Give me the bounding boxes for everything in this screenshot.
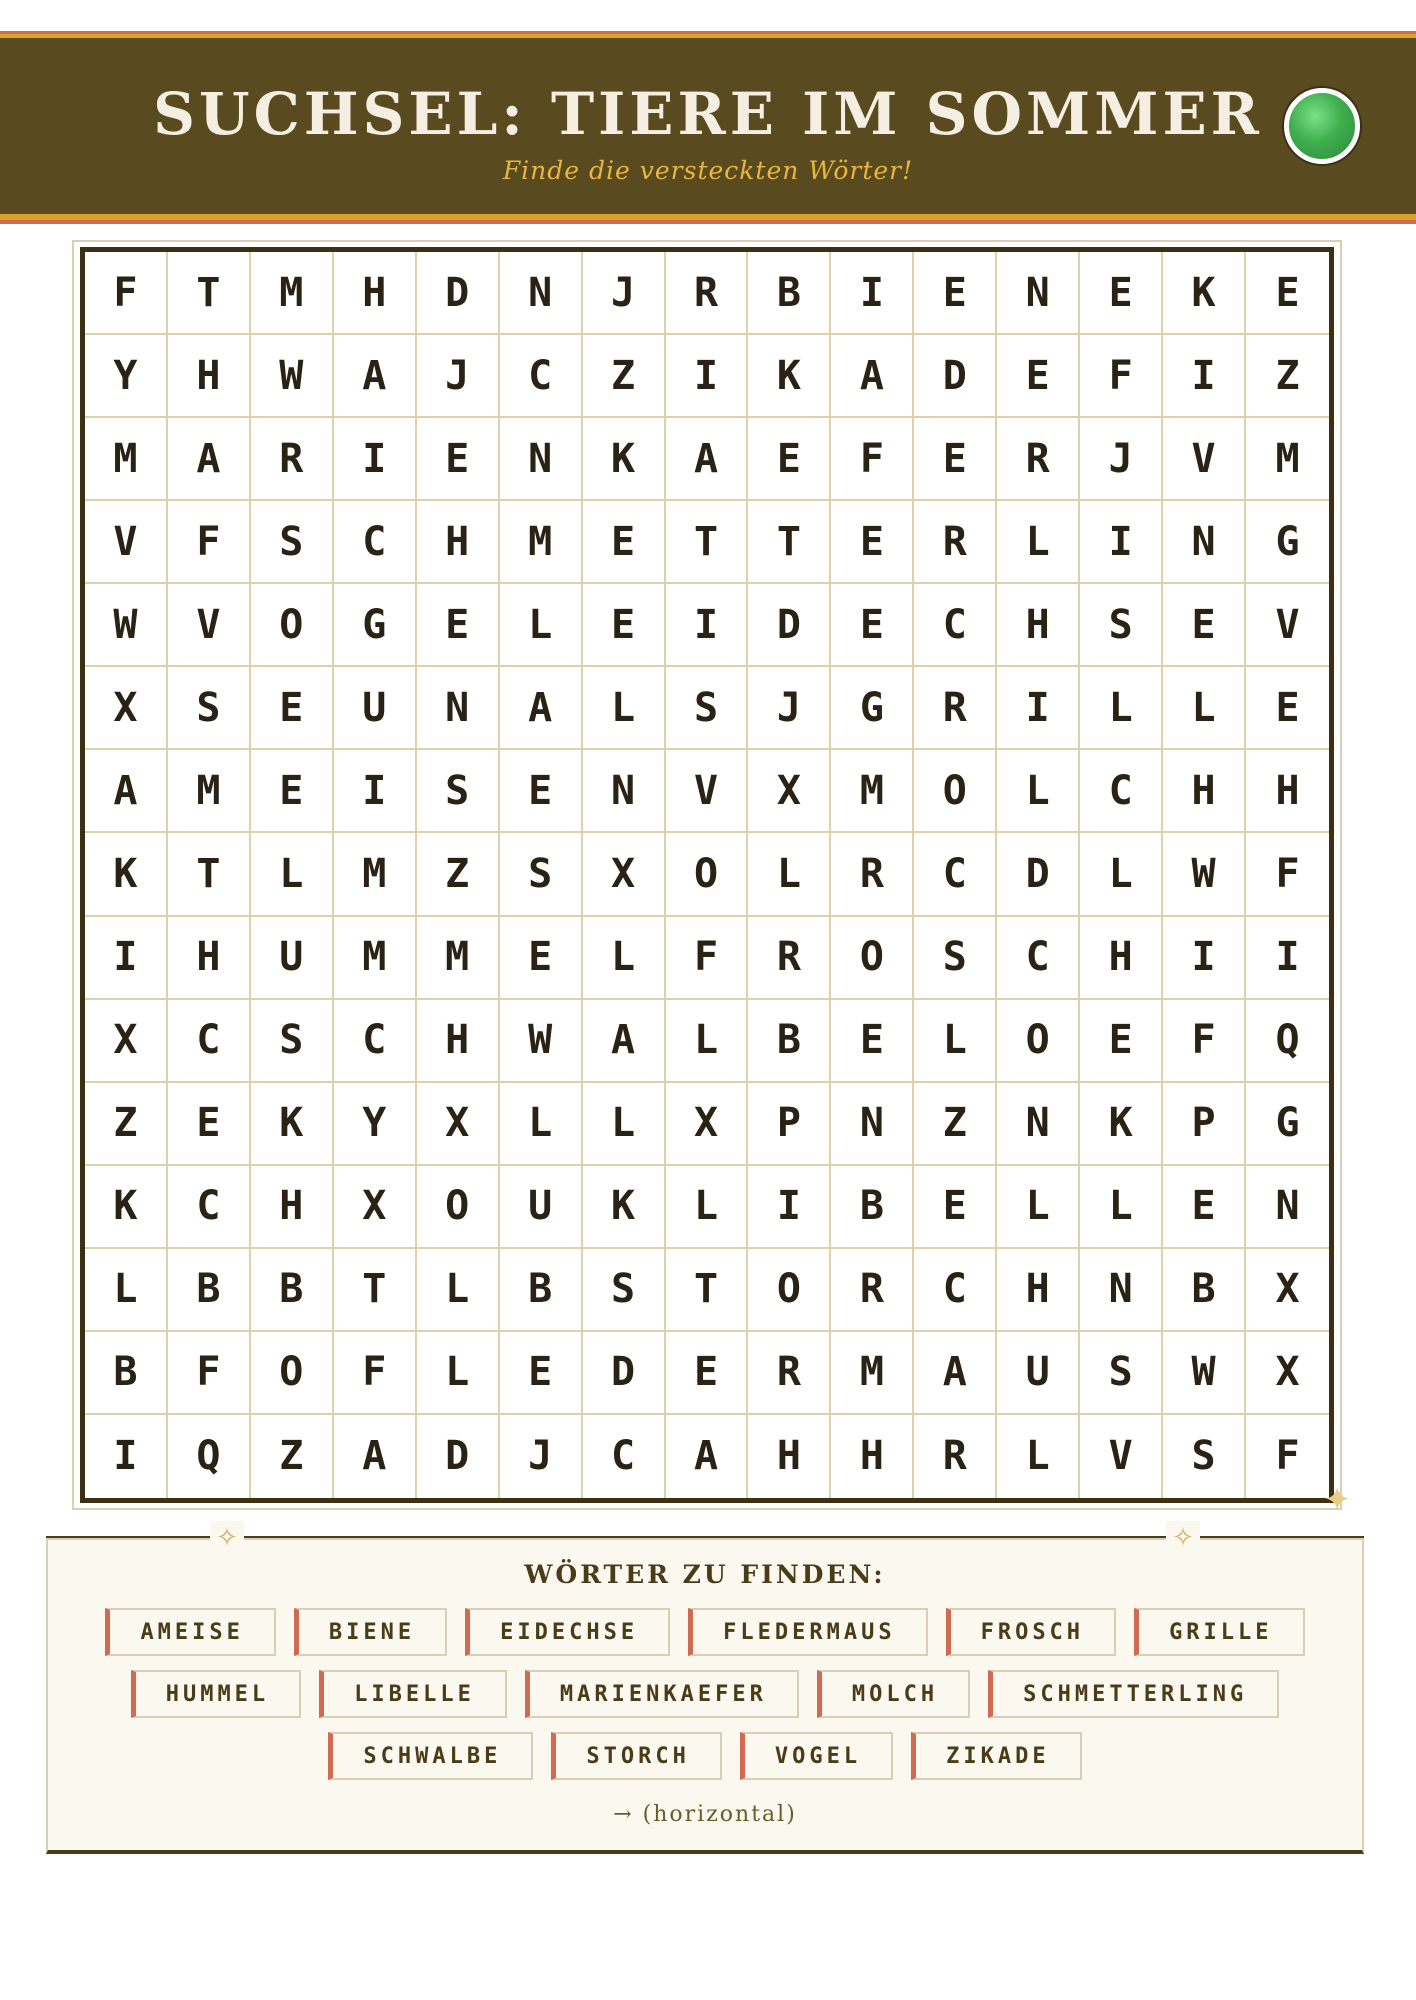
grid-cell[interactable]: R — [831, 833, 914, 916]
grid-cell[interactable]: W — [251, 335, 334, 418]
grid-cell[interactable]: L — [997, 1166, 1080, 1249]
grid-cell[interactable]: Y — [334, 1083, 417, 1166]
grid-cell[interactable]: C — [168, 1166, 251, 1249]
grid-cell[interactable]: H — [1080, 917, 1163, 1000]
grid-cell[interactable]: A — [334, 335, 417, 418]
grid-cell[interactable]: O — [417, 1166, 500, 1249]
grid-cell[interactable]: M — [334, 917, 417, 1000]
grid-cell[interactable]: D — [914, 335, 997, 418]
grid-cell[interactable]: O — [666, 833, 749, 916]
grid-cell[interactable]: H — [417, 501, 500, 584]
grid-cell[interactable]: X — [85, 1000, 168, 1083]
grid-cell[interactable]: L — [997, 501, 1080, 584]
grid-cell[interactable]: G — [1246, 1083, 1329, 1166]
grid-cell[interactable]: F — [666, 917, 749, 1000]
grid-cell[interactable]: E — [168, 1083, 251, 1166]
grid-cell[interactable]: Z — [417, 833, 500, 916]
grid-cell[interactable]: S — [251, 501, 334, 584]
grid-cell[interactable]: M — [168, 750, 251, 833]
word-chip: FROSCH — [946, 1608, 1116, 1656]
grid-cell[interactable]: S — [417, 750, 500, 833]
grid-cell[interactable]: U — [334, 667, 417, 750]
page-subtitle: Finde die versteckten Wörter! — [502, 156, 914, 185]
grid-cell[interactable]: L — [914, 1000, 997, 1083]
green-dot-icon — [1284, 88, 1360, 164]
grid-cell[interactable]: N — [831, 1083, 914, 1166]
grid-cell[interactable]: M — [831, 750, 914, 833]
grid-cell[interactable]: K — [583, 418, 666, 501]
grid-cell[interactable]: E — [1246, 667, 1329, 750]
grid-cell[interactable]: S — [583, 1249, 666, 1332]
grid-cell[interactable]: P — [1163, 1083, 1246, 1166]
word-chip: LIBELLE — [319, 1670, 507, 1718]
grid-cell[interactable]: J — [748, 667, 831, 750]
grid-cell[interactable]: H — [997, 1249, 1080, 1332]
grid-cell[interactable]: I — [1246, 917, 1329, 1000]
grid-cell[interactable]: R — [251, 418, 334, 501]
grid-cell[interactable]: I — [1163, 335, 1246, 418]
grid-cell[interactable]: L — [583, 917, 666, 1000]
word-chip: VOGEL — [740, 1732, 893, 1780]
grid-cell[interactable]: R — [831, 1249, 914, 1332]
grid-cell[interactable]: A — [334, 1415, 417, 1498]
grid-cell[interactable]: B — [1163, 1249, 1246, 1332]
grid-cell[interactable]: B — [831, 1166, 914, 1249]
grid-cell[interactable]: N — [997, 1083, 1080, 1166]
grid-cell[interactable]: J — [583, 252, 666, 335]
grid-cell[interactable]: E — [1080, 1000, 1163, 1083]
grid-cell[interactable]: G — [831, 667, 914, 750]
grid-cell[interactable]: H — [417, 1000, 500, 1083]
grid-cell[interactable]: B — [748, 252, 831, 335]
grid-cell[interactable]: L — [997, 750, 1080, 833]
grid-cell[interactable]: F — [85, 252, 168, 335]
grid-cell[interactable]: N — [500, 418, 583, 501]
word-chip: BIENE — [294, 1608, 447, 1656]
grid-cell[interactable]: C — [583, 1415, 666, 1498]
grid-cell[interactable]: G — [1246, 501, 1329, 584]
grid-cell[interactable]: T — [666, 1249, 749, 1332]
grid-cell[interactable]: L — [666, 1000, 749, 1083]
four-point-star-icon: ✧ — [1166, 1521, 1200, 1555]
grid-cell[interactable]: I — [748, 1166, 831, 1249]
grid-cell[interactable]: L — [500, 1083, 583, 1166]
grid-cell[interactable]: K — [85, 1166, 168, 1249]
grid-cell[interactable]: F — [1163, 1000, 1246, 1083]
grid-cell[interactable]: L — [748, 833, 831, 916]
grid-cell[interactable]: S — [500, 833, 583, 916]
grid-cell[interactable]: P — [748, 1083, 831, 1166]
grid-cell[interactable]: Y — [85, 335, 168, 418]
grid-cell[interactable]: N — [583, 750, 666, 833]
grid-cell[interactable]: X — [1246, 1249, 1329, 1332]
grid-cell[interactable]: X — [417, 1083, 500, 1166]
grid-cell[interactable]: M — [500, 501, 583, 584]
grid-cell[interactable]: M — [251, 252, 334, 335]
grid-cell[interactable]: Z — [1246, 335, 1329, 418]
grid-cell[interactable]: S — [1080, 584, 1163, 667]
grid-cell[interactable]: E — [251, 750, 334, 833]
grid-cell[interactable]: W — [1163, 833, 1246, 916]
grid-cell[interactable]: A — [500, 667, 583, 750]
grid-cell[interactable]: T — [334, 1249, 417, 1332]
grid-cell[interactable]: E — [417, 418, 500, 501]
grid-cell[interactable]: F — [334, 1332, 417, 1415]
grid-cell[interactable]: L — [1163, 667, 1246, 750]
grid-cell[interactable]: K — [1080, 1083, 1163, 1166]
word-chip: MARIENKAEFER — [525, 1670, 799, 1718]
grid-cell[interactable]: B — [168, 1249, 251, 1332]
grid-cell[interactable]: M — [85, 418, 168, 501]
grid-cell[interactable]: H — [168, 917, 251, 1000]
grid-cell[interactable]: S — [1163, 1415, 1246, 1498]
grid-cell[interactable]: X — [748, 750, 831, 833]
grid-cell[interactable]: O — [748, 1249, 831, 1332]
word-chip: GRILLE — [1134, 1608, 1304, 1656]
grid-cell[interactable]: E — [997, 335, 1080, 418]
grid-cell[interactable]: I — [85, 917, 168, 1000]
grid-cell[interactable]: N — [417, 667, 500, 750]
letter-grid — [80, 247, 1334, 1503]
grid-cell[interactable]: V — [1246, 584, 1329, 667]
grid-cell[interactable]: N — [500, 252, 583, 335]
grid-cell[interactable]: H — [997, 584, 1080, 667]
grid-cell[interactable]: N — [1163, 501, 1246, 584]
grid-cell[interactable]: V — [1163, 418, 1246, 501]
word-chip: SCHMETTERLING — [988, 1670, 1279, 1718]
word-chip: AMEISE — [105, 1608, 275, 1656]
sparkle-icon: ✦ — [1323, 1480, 1352, 1520]
grid-cell[interactable]: R — [748, 1332, 831, 1415]
grid-cell[interactable]: J — [500, 1415, 583, 1498]
grid-cell[interactable]: L — [1080, 667, 1163, 750]
grid-cell[interactable]: R — [748, 917, 831, 1000]
grid-cell[interactable]: Z — [583, 335, 666, 418]
grid-cell[interactable]: M — [417, 917, 500, 1000]
grid-cell[interactable]: T — [168, 252, 251, 335]
grid-cell[interactable]: S — [666, 667, 749, 750]
four-point-star-icon: ✧ — [210, 1521, 244, 1555]
grid-cell[interactable]: A — [831, 335, 914, 418]
grid-cell[interactable]: L — [251, 833, 334, 916]
word-list-title: WÖRTER ZU FINDEN: — [524, 1560, 886, 1589]
grid-cell[interactable]: X — [334, 1166, 417, 1249]
grid-cell[interactable]: E — [914, 418, 997, 501]
grid-cell[interactable]: T — [168, 833, 251, 916]
grid-cell[interactable]: E — [1246, 252, 1329, 335]
grid-cell[interactable]: U — [997, 1332, 1080, 1415]
grid-cell[interactable]: A — [85, 750, 168, 833]
grid-cell[interactable]: V — [1080, 1415, 1163, 1498]
grid-cell[interactable]: R — [914, 1415, 997, 1498]
grid-cell[interactable]: T — [666, 501, 749, 584]
grid-cell[interactable]: L — [500, 584, 583, 667]
grid-cell[interactable]: L — [1080, 833, 1163, 916]
grid-cell[interactable]: U — [500, 1166, 583, 1249]
grid-cell[interactable]: B — [85, 1332, 168, 1415]
grid-cell[interactable]: Q — [168, 1415, 251, 1498]
grid-cell[interactable]: D — [997, 833, 1080, 916]
grid-cell[interactable]: C — [914, 1249, 997, 1332]
grid-cell[interactable]: E — [583, 584, 666, 667]
grid-cell[interactable]: A — [666, 1415, 749, 1498]
grid-cell[interactable]: I — [666, 335, 749, 418]
grid-cell[interactable]: E — [500, 917, 583, 1000]
grid-cell[interactable]: E — [914, 1166, 997, 1249]
grid-cell[interactable]: D — [417, 252, 500, 335]
word-chip: SCHWALBE — [328, 1732, 533, 1780]
grid-cell[interactable]: S — [914, 917, 997, 1000]
grid-cell[interactable]: I — [1080, 501, 1163, 584]
grid-cell[interactable]: L — [417, 1249, 500, 1332]
grid-cell[interactable]: H — [168, 335, 251, 418]
grid-cell[interactable]: X — [1246, 1332, 1329, 1415]
grid-cell[interactable]: C — [914, 833, 997, 916]
direction-legend: → (horizontal) — [613, 1802, 797, 1827]
grid-cell[interactable]: S — [1080, 1332, 1163, 1415]
grid-cell[interactable]: C — [334, 501, 417, 584]
grid-cell[interactable]: M — [334, 833, 417, 916]
word-chip: MOLCH — [817, 1670, 970, 1718]
grid-cell[interactable]: J — [417, 335, 500, 418]
grid-cell[interactable]: I — [334, 750, 417, 833]
grid-cell[interactable]: H — [831, 1415, 914, 1498]
grid-cell[interactable]: C — [1080, 750, 1163, 833]
grid-cell[interactable]: W — [1163, 1332, 1246, 1415]
grid-cell[interactable]: E — [251, 667, 334, 750]
grid-cell[interactable]: I — [831, 252, 914, 335]
grid-cell[interactable]: I — [85, 1415, 168, 1498]
word-row-3 — [48, 1732, 1362, 1780]
grid-cell[interactable]: E — [1163, 1166, 1246, 1249]
grid-cell[interactable]: L — [417, 1332, 500, 1415]
grid-cell[interactable]: M — [1246, 418, 1329, 501]
grid-cell[interactable]: T — [748, 501, 831, 584]
grid-cell[interactable]: E — [666, 1332, 749, 1415]
grid-cell[interactable]: F — [1246, 833, 1329, 916]
grid-cell[interactable]: E — [831, 501, 914, 584]
grid-cell[interactable]: O — [997, 1000, 1080, 1083]
grid-cell[interactable]: R — [997, 418, 1080, 501]
grid-cell[interactable]: J — [1080, 418, 1163, 501]
grid-cell[interactable]: F — [831, 418, 914, 501]
grid-cell[interactable]: G — [334, 584, 417, 667]
page-title: SUCHSEL: TIERE IM SOMMER — [153, 80, 1263, 148]
header-band — [0, 34, 1416, 220]
grid-cell[interactable]: L — [1080, 1166, 1163, 1249]
word-chip: ZIKADE — [911, 1732, 1081, 1780]
grid-cell[interactable]: A — [666, 418, 749, 501]
grid-cell[interactable]: A — [583, 1000, 666, 1083]
grid-cell[interactable]: E — [1163, 584, 1246, 667]
grid-cell[interactable]: D — [583, 1332, 666, 1415]
grid-cell[interactable]: Z — [914, 1083, 997, 1166]
grid-cell[interactable]: E — [831, 584, 914, 667]
grid-cell[interactable]: R — [666, 252, 749, 335]
grid-cell[interactable]: K — [85, 833, 168, 916]
grid-cell[interactable]: B — [748, 1000, 831, 1083]
grid-cell[interactable]: N — [1246, 1166, 1329, 1249]
grid-cell[interactable]: X — [666, 1083, 749, 1166]
grid-cell[interactable]: H — [1246, 750, 1329, 833]
grid-cell[interactable]: E — [583, 501, 666, 584]
word-chip: HUMMEL — [131, 1670, 301, 1718]
grid-cell[interactable]: H — [748, 1415, 831, 1498]
grid-cell[interactable]: V — [666, 750, 749, 833]
grid-cell[interactable]: F — [168, 1332, 251, 1415]
grid-cell[interactable]: E — [417, 584, 500, 667]
word-chip: EIDECHSE — [465, 1608, 670, 1656]
grid-cell[interactable]: C — [334, 1000, 417, 1083]
grid-cell[interactable]: E — [500, 1332, 583, 1415]
grid-cell[interactable]: Z — [85, 1083, 168, 1166]
grid-cell[interactable]: E — [748, 418, 831, 501]
grid-cell[interactable]: X — [85, 667, 168, 750]
grid-cell[interactable]: L — [583, 1083, 666, 1166]
grid-cell[interactable]: B — [251, 1249, 334, 1332]
grid-cell[interactable]: D — [417, 1415, 500, 1498]
grid-cell[interactable]: L — [666, 1166, 749, 1249]
grid-cell[interactable]: D — [748, 584, 831, 667]
grid-cell[interactable]: R — [914, 667, 997, 750]
grid-cell[interactable]: R — [914, 501, 997, 584]
grid-cell[interactable]: F — [1275, 1433, 1300, 1480]
grid-cell[interactable]: O — [251, 584, 334, 667]
grid-cell[interactable]: O — [914, 750, 997, 833]
grid-cell[interactable]: V — [85, 501, 168, 584]
word-chip: STORCH — [551, 1732, 721, 1780]
grid-cell[interactable]: W — [85, 584, 168, 667]
grid-cell[interactable]: M — [831, 1332, 914, 1415]
grid-cell[interactable]: L — [85, 1249, 168, 1332]
grid-cell[interactable]: I — [1163, 917, 1246, 1000]
grid-cell[interactable]: L — [583, 667, 666, 750]
grid-cell[interactable]: A — [168, 418, 251, 501]
grid-cell[interactable]: C — [914, 584, 997, 667]
grid-cell[interactable]: I — [997, 667, 1080, 750]
grid-cell[interactable]: E — [831, 1000, 914, 1083]
grid-cell[interactable]: H — [1163, 750, 1246, 833]
grid-cell[interactable]: S — [168, 667, 251, 750]
word-list-panel — [46, 1538, 1364, 1854]
grid-cell[interactable]: O — [831, 917, 914, 1000]
grid-cell[interactable]: E — [914, 252, 997, 335]
grid-cell[interactable]: H — [251, 1166, 334, 1249]
word-row-2 — [48, 1670, 1362, 1718]
grid-cell[interactable]: W — [500, 1000, 583, 1083]
grid-cell[interactable]: O — [251, 1332, 334, 1415]
grid-cell[interactable]: S — [251, 1000, 334, 1083]
grid-cell[interactable]: N — [997, 252, 1080, 335]
grid-cell[interactable]: Z — [251, 1415, 334, 1498]
grid-cell[interactable]: V — [168, 584, 251, 667]
word-chip: FLEDERMAUS — [688, 1608, 927, 1656]
grid-cell[interactable]: E — [500, 750, 583, 833]
grid-cell[interactable]: I — [334, 418, 417, 501]
grid-cell[interactable]: L — [997, 1415, 1080, 1498]
grid-cell[interactable]: K — [583, 1166, 666, 1249]
grid-cell[interactable]: U — [251, 917, 334, 1000]
grid-cell[interactable]: C — [997, 917, 1080, 1000]
grid-cell[interactable]: I — [666, 584, 749, 667]
grid-cell[interactable]: K — [251, 1083, 334, 1166]
grid-cell[interactable]: E — [1080, 252, 1163, 335]
grid-cell[interactable]: K — [1163, 252, 1246, 335]
grid-cell[interactable]: C — [168, 1000, 251, 1083]
grid-cell[interactable]: N — [1080, 1249, 1163, 1332]
grid-cell[interactable]: X — [583, 833, 666, 916]
word-row-1 — [48, 1608, 1362, 1656]
grid-cell[interactable]: H — [334, 252, 417, 335]
grid-cell[interactable]: A — [914, 1332, 997, 1415]
grid-cell[interactable]: F — [168, 501, 251, 584]
grid-cell[interactable]: C — [500, 335, 583, 418]
grid-cell[interactable]: B — [500, 1249, 583, 1332]
grid-cell[interactable]: Q — [1246, 1000, 1329, 1083]
grid-cell[interactable]: F — [1080, 335, 1163, 418]
grid-cell[interactable]: K — [748, 335, 831, 418]
